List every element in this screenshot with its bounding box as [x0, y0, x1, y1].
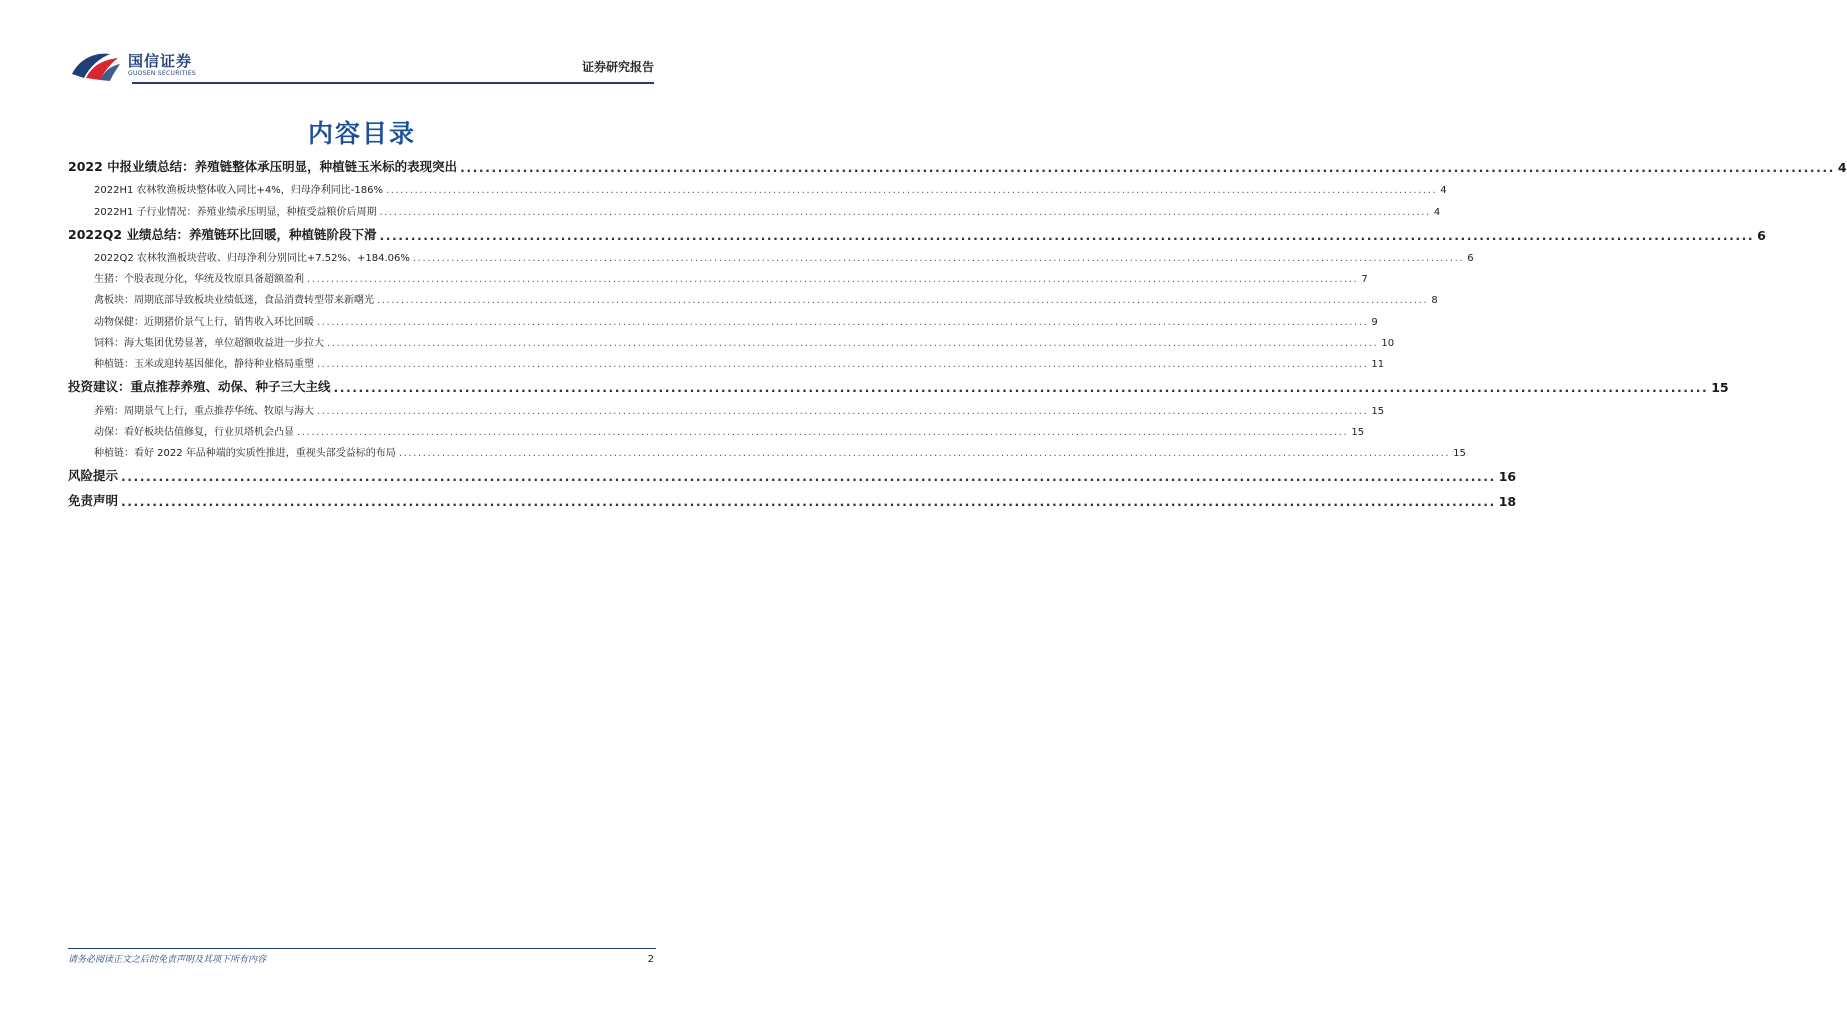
toc-entry-subsection[interactable]: [68, 328, 1395, 350]
toc-dot-leader: ............................................................................................................................................................................................................................: [412, 252, 1465, 264]
toc-entry-page: 16: [1498, 469, 1517, 485]
toc-entry-page: 4: [1440, 185, 1447, 197]
toc-entry-page: 6: [1467, 252, 1474, 264]
toc-dot-leader: ............................................................................................................................................................................................................................: [379, 227, 1755, 243]
toc-entry-section[interactable]: [68, 370, 1729, 396]
toc-dot-leader: ............................................................................................................................................................................................................................: [398, 448, 1451, 460]
toc-dot-leader: ............................................................................................................................................................................................................................: [327, 338, 1379, 350]
toc-dot-leader: ............................................................................................................................................................................................................................: [317, 405, 1369, 417]
toc-entry-subsection[interactable]: [68, 417, 1365, 438]
toc-entry-title: 2022 中报业绩总结：养殖链整体承压明显，种植链玉米标的表现突出: [68, 159, 458, 174]
toc-entry-page: 6: [1757, 227, 1766, 243]
toc-entry-title: 2022Q2 业绩总结：养殖链环比回暖，种植链阶段下滑: [68, 226, 377, 242]
toc-dot-leader: ............................................................................................................................................................................................................................: [377, 295, 1429, 307]
toc-entry-page: 15: [1371, 405, 1385, 417]
toc-entry-section[interactable]: [68, 150, 1847, 175]
toc-entry-section[interactable]: [68, 459, 1517, 485]
toc-dot-leader: ............................................................................................................................................................................................................................: [333, 380, 1709, 396]
toc-title: 内容目录: [307, 119, 416, 148]
toc-dot-leader: ............................................................................................................................................................................................................................: [379, 206, 1431, 218]
toc-entry-page: 4: [1433, 206, 1441, 218]
toc-entry-subsection[interactable]: [68, 306, 1378, 328]
toc-entry-title: 2022Q2 农林牧渔板块营收、归母净利分别同比+7.52%、+184.06%: [94, 252, 410, 264]
guosen-logo-icon: [70, 48, 122, 82]
toc-entry-title: 投资建议：重点推荐养殖、动保、种子三大主线: [68, 379, 331, 395]
toc-entry-title: 养殖：周期景气上行，重点推荐华统、牧原与海大: [94, 405, 314, 417]
toc-entry-title: 2022H1 农林牧渔板块整体收入同比+4%，归母净利同比-186%: [94, 185, 383, 197]
toc-entry-section[interactable]: [68, 218, 1766, 243]
page-number: 2: [647, 954, 654, 965]
toc-entry-page: 11: [1371, 359, 1385, 371]
header-divider: [132, 82, 654, 84]
toc-entry-subsection[interactable]: [68, 349, 1385, 371]
toc-entry-title: 风险提示: [68, 468, 119, 484]
toc-dot-leader: ............................................................................................................................................................................................................................: [385, 185, 1438, 197]
report-type-label: 证券研究报告: [581, 60, 654, 74]
toc-entry-page: 18: [1498, 494, 1517, 510]
toc-entry-subsection[interactable]: [68, 264, 1368, 286]
page-header: [70, 48, 654, 84]
toc-dot-leader: ............................................................................................................................................................................................................................: [121, 469, 1496, 485]
toc-entry-page: 8: [1431, 295, 1438, 307]
toc-entry-subsection[interactable]: [68, 395, 1385, 417]
toc-entry-page: 15: [1711, 380, 1729, 396]
disclaimer-note: 请务必阅读正文之后的免责声明及其项下所有内容: [68, 955, 267, 965]
toc-entry-page: 10: [1381, 338, 1395, 350]
toc-entry-title: 种植链：玉米或迎转基因催化，静待种业格局重塑: [94, 359, 314, 371]
toc-entry-title: 免责声明: [68, 493, 119, 509]
table-of-contents: [68, 150, 1847, 510]
toc-entry-subsection[interactable]: [68, 285, 1438, 307]
toc-entry-subsection[interactable]: [68, 196, 1441, 218]
toc-dot-leader: ............................................................................................................................................................................................................................: [460, 160, 1835, 175]
toc-entry-title: 饲料：海大集团优势显著，单位超额收益进一步拉大: [94, 338, 324, 350]
toc-entry-page: 15: [1351, 426, 1365, 438]
toc-entry-title: 动物保健：近期猪价景气上行，销售收入环比回暖: [94, 316, 314, 328]
toc-dot-leader: ............................................................................................................................................................................................................................: [307, 274, 1359, 286]
toc-dot-leader: ............................................................................................................................................................................................................................: [317, 316, 1369, 328]
toc-entry-page: 15: [1453, 448, 1466, 460]
toc-entry-title: 禽板块：周期底部导致板块业绩低迷，食品消费转型带来新曙光: [94, 295, 374, 307]
toc-entry-subsection[interactable]: [68, 438, 1466, 460]
toc-entry-subsection[interactable]: [68, 243, 1474, 264]
brand-name: 国信证券: [128, 52, 193, 70]
toc-dot-leader: ............................................................................................................................................................................................................................: [317, 359, 1369, 371]
toc-entry-page: 9: [1371, 316, 1378, 328]
toc-entry-title: 种植链：看好 2022 年品种端的实质性推进，重视头部受益标的布局: [94, 448, 396, 460]
toc-dot-leader: ............................................................................................................................................................................................................................: [121, 494, 1496, 510]
toc-entry-title: 生猪：个股表现分化，华统及牧原具备超额盈利: [94, 274, 304, 286]
brand-name-english: GUOSEN SECURITIES: [128, 70, 197, 77]
toc-dot-leader: ............................................................................................................................................................................................................................: [297, 426, 1349, 438]
toc-entry-subsection[interactable]: [68, 175, 1447, 197]
toc-entry-page: 4: [1837, 160, 1847, 175]
toc-entry-page: 7: [1361, 274, 1368, 286]
toc-entry-title: 2022H1 子行业情况：养殖业绩承压明显，种植受益粮价后周期: [94, 206, 377, 218]
toc-entry-section[interactable]: [68, 484, 1517, 510]
toc-entry-title: 动保：看好板块估值修复，行业贝塔机会凸显: [94, 426, 294, 438]
footer-divider: [68, 948, 656, 949]
